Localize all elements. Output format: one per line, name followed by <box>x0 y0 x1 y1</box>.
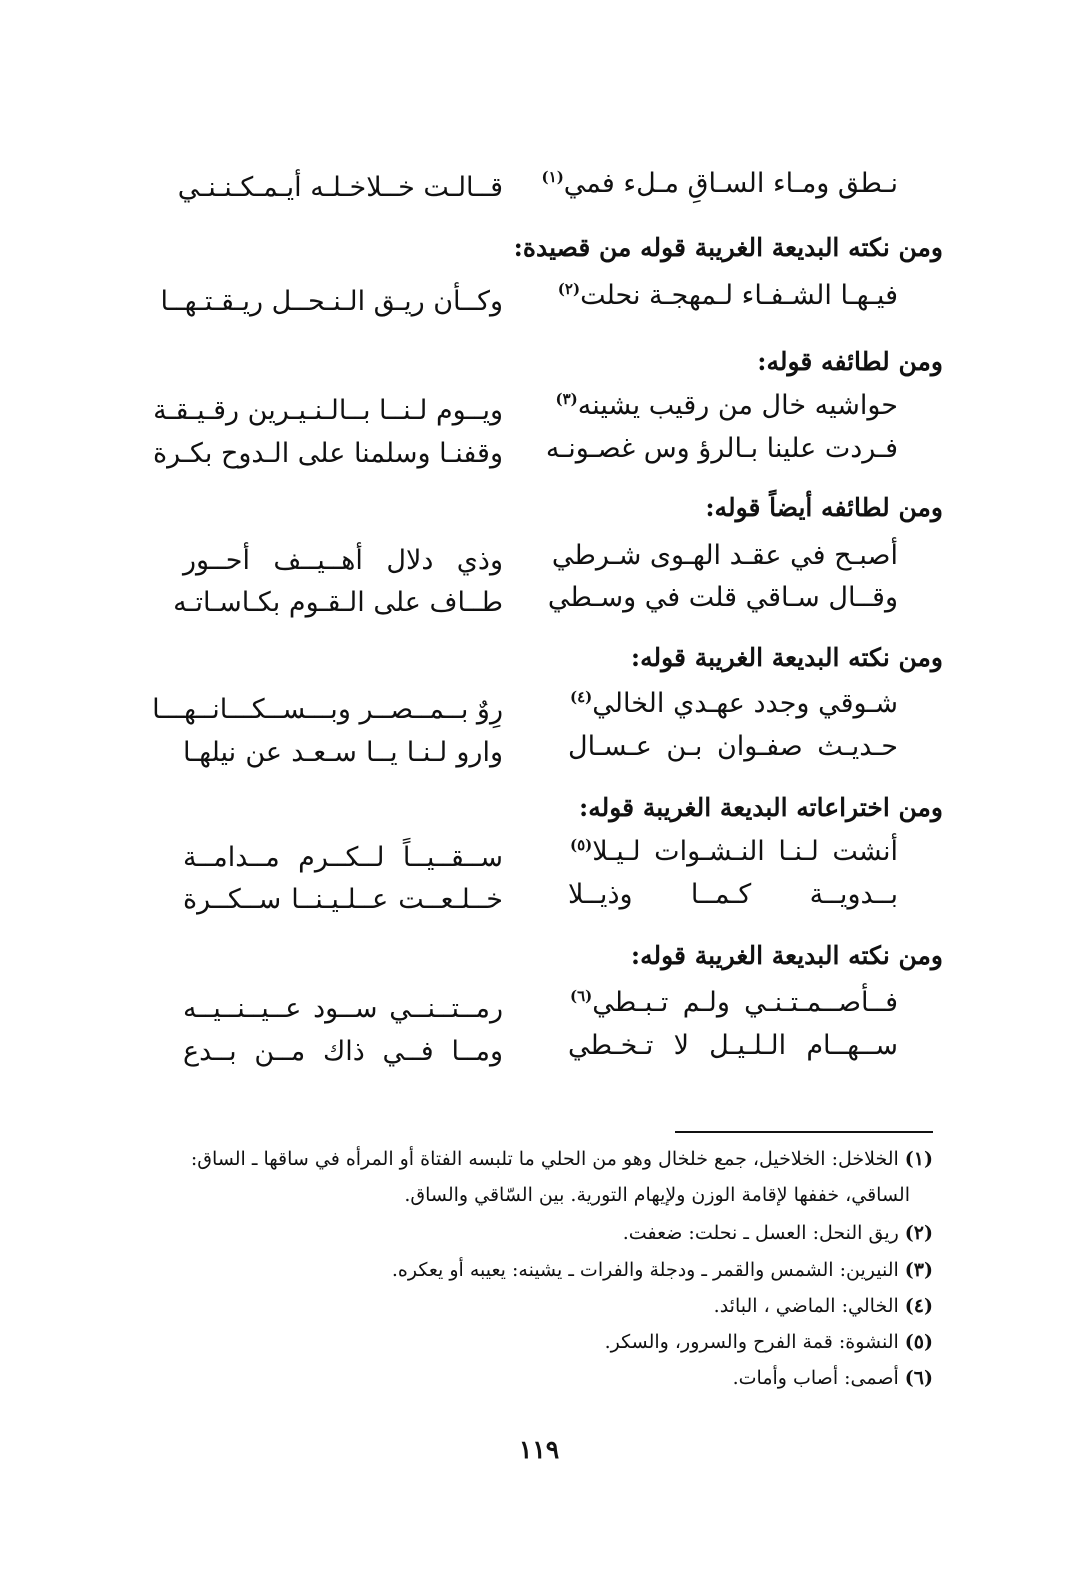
footnote-marker: (٤) <box>570 688 593 706</box>
page-number: ١١٩ <box>518 1435 560 1464</box>
intro-line: ومن لطائفه قوله: <box>757 347 943 376</box>
verse-11-first-hemistich: رمــتــنــي ســود عــيــنــيــه <box>183 993 503 1024</box>
footnote-number: (٣) <box>904 1259 933 1281</box>
hemistich-text: نـطق ومـاء السـاقِ مـلء فمي <box>563 168 898 199</box>
footnote-number: (٥) <box>904 1331 933 1353</box>
footnote-marker: (٥) <box>570 836 593 854</box>
footnote-text: النيرين: الشمس والقمر ـ ودجلة والفرات ـ يشينه: يعيبه أو يعكره. <box>391 1259 899 1281</box>
verse-3-first-hemistich: ويــوم لـنــا بــالـنـيـرين رقـيـقـة <box>153 395 503 426</box>
verse-7-first-hemistich: رِوٌ بــمــصــر وبـــســكـــانــهـــا <box>152 694 503 725</box>
verse-11-second-hemistich <box>568 987 898 1018</box>
verse-9-first-hemistich: ســقــيــاً لــكــرم مــدامــة <box>183 842 503 873</box>
footnote-marker: (٦) <box>570 987 593 1005</box>
verse-2-first-hemistich: وكــأن ريـق الـنـحــل ريـقـتـهــا <box>160 286 503 317</box>
footnote-1-continuation: الساقي، خففها لإقامة الوزن ولإيهام التورية. بين السّاقي والساق. <box>404 1184 910 1206</box>
hemistich-text: شـوقي وجدد عهـدي الخالي <box>592 688 898 719</box>
footnote-separator <box>675 1131 933 1133</box>
verse-6-first-hemistich: طــاف على الـقـوم بكـاسـاتـه <box>173 587 503 618</box>
verse-5-first-hemistich: وذي دلال أهــيــف أحــور <box>183 545 503 576</box>
footnote-5 <box>605 1331 933 1353</box>
verse-9-second-hemistich <box>568 836 898 867</box>
intro-line: ومن اختراعاته البديعة الغريبة قوله: <box>579 793 943 822</box>
verse-8-first-hemistich: وارو لـنـا يــا سـعـد عن نيلهـا <box>183 737 503 768</box>
footnote-number: (١) <box>904 1148 933 1170</box>
footnote-text: الخالي: الماضي ، البائد. <box>713 1295 899 1317</box>
verse-1-first-hemistich: قــالـت خــلاخـلـه أيـمـكـنـنـي <box>177 172 503 203</box>
footnote-number: (٢) <box>904 1222 933 1244</box>
hemistich-text: أنشت لـنـا النـشـوات لـيـلا <box>592 836 898 867</box>
hemistich-text: فيـهـا الشـفـاء لـمهجـة نحلت <box>580 280 898 311</box>
verse-6-second-hemistich: وقــال سـاقي قلت في وسـطي <box>547 582 898 613</box>
intro-line: ومن نكته البديعة الغريبة قوله: <box>630 643 943 672</box>
footnote-6 <box>733 1367 933 1389</box>
footnote-text: النشوة: قمة الفرح والسرور، والسكر. <box>604 1331 899 1353</box>
footnote-2 <box>623 1222 933 1244</box>
verse-4-first-hemistich: وقفنـا وسلمنا على الـدوح بكـرة <box>152 438 503 469</box>
verse-4-second-hemistich: فـردت علينا بـالرؤ وس غصـونـه <box>545 433 898 464</box>
intro-line: ومن نكته البديعة الغريبة قوله من قصيدة: <box>513 233 943 262</box>
footnote-3 <box>392 1259 933 1281</box>
footnote-marker: (٢) <box>557 280 581 298</box>
verse-12-second-hemistich: ســهــام الـلـيـل لا تـخـطي <box>568 1030 898 1061</box>
footnote-marker: (٣) <box>555 390 578 408</box>
footnote-text: ريق النحل: العسل ـ نحلت: ضعفت. <box>622 1222 899 1244</box>
verse-10-first-hemistich: خــلـعــت عــلـيـنــا ســكــرة <box>183 884 503 915</box>
verse-5-second-hemistich: أصبـح في عقـد الهـوى شـرطي <box>551 540 898 571</box>
verse-7-second-hemistich <box>568 688 898 719</box>
footnote-number: (٦) <box>904 1367 933 1389</box>
footnote-4 <box>714 1295 933 1317</box>
intro-line: ومن لطائفه أيضاً قوله: <box>705 493 943 522</box>
footnote-marker: (١) <box>541 168 564 186</box>
verse-2-second-hemistich <box>557 280 898 311</box>
footnote-text: أصمى: أصاب وأمات. <box>732 1367 899 1389</box>
verse-8-second-hemistich: حـديـث صفـوان بـن عـسـال <box>568 731 898 762</box>
verse-1-second-hemistich <box>541 168 898 199</box>
hemistich-text: حواشيه خال من رقيب يشينه <box>577 390 898 421</box>
hemistich-text: فــأصــمـتـنـي ولـم تـبـطي <box>592 987 898 1018</box>
intro-line: ومن نكته البديعة الغريبة قوله: <box>630 941 943 970</box>
verse-10-second-hemistich: بــدويــة كـمــا وذيــلا <box>568 879 898 910</box>
verse-12-first-hemistich: ومــا فــي ذاك مــن بــدع <box>183 1036 503 1067</box>
footnote-1 <box>191 1148 933 1170</box>
verse-3-second-hemistich <box>555 390 898 421</box>
footnote-number: (٤) <box>904 1295 933 1317</box>
footnote-text: الخلاخل: الخلاخيل، جمع خلخال وهو من الحلي ما تلبسه الفتاة أو المرأه في ساقها ـ الساق: <box>190 1148 899 1170</box>
